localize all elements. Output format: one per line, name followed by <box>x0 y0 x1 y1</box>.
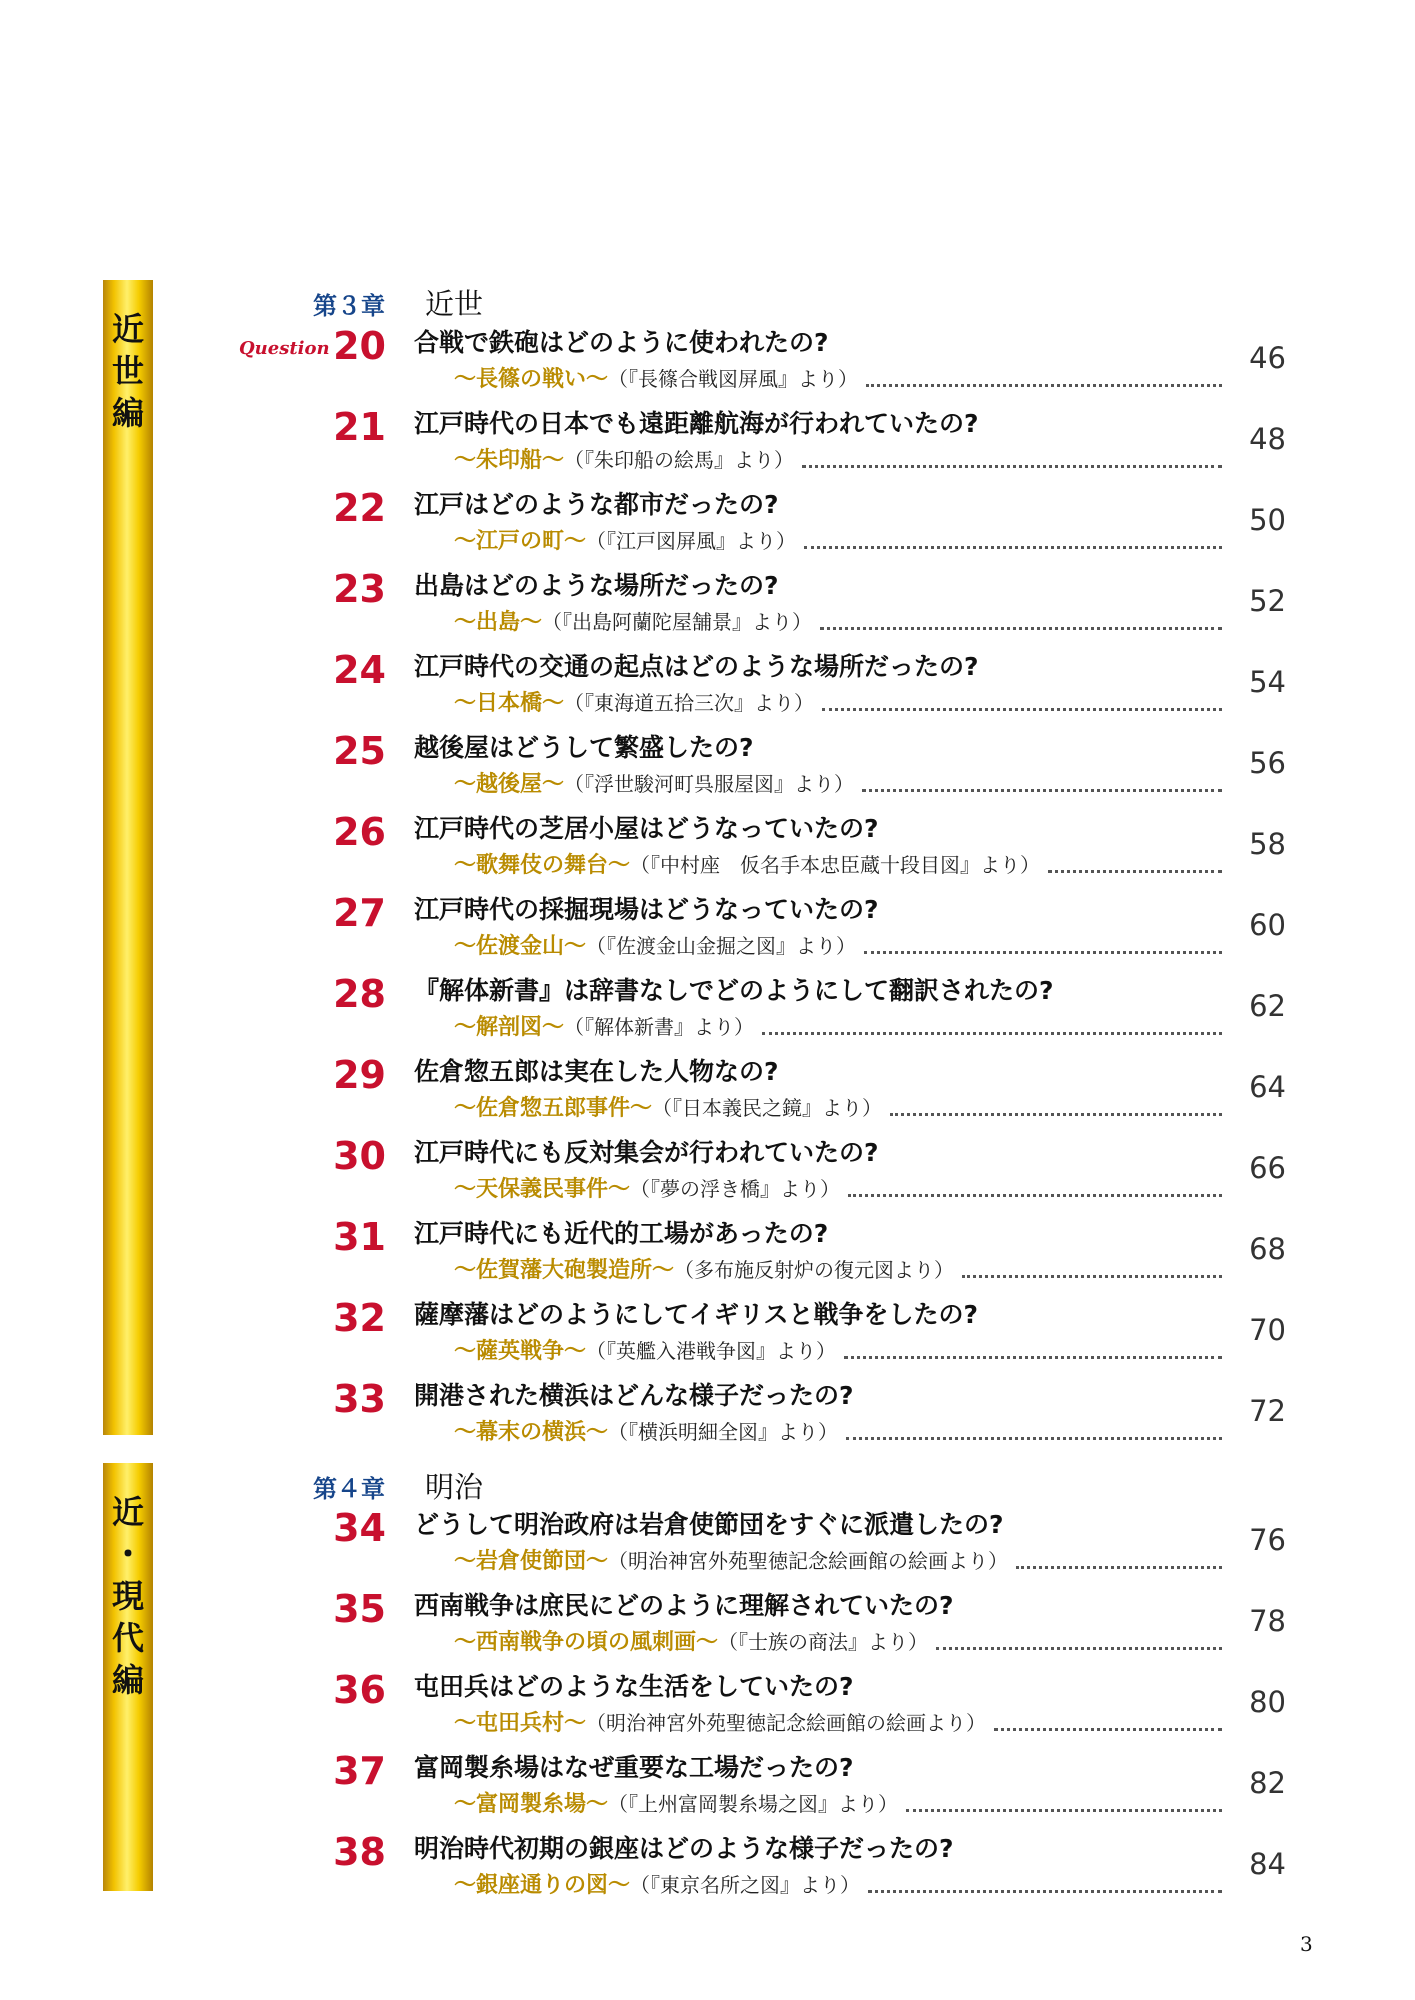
question-title: 江戸時代にも反対集会が行われていたの? <box>414 1138 879 1167</box>
question-title: 江戸はどのような都市だったの? <box>414 490 779 519</box>
toc-entry[interactable] <box>0 1375 1415 1455</box>
dot-leader <box>1048 870 1222 873</box>
toc-page-number: 60 <box>1249 908 1286 942</box>
toc-entry[interactable] <box>0 889 1415 969</box>
question-subtitle: 〜解剖図〜 <box>454 1015 565 1040</box>
question-title: 越後屋はどうして繁盛したの? <box>414 733 754 762</box>
question-subtitle: 〜幕末の横浜〜 <box>454 1420 609 1445</box>
question-subline <box>414 850 1222 881</box>
toc-entry[interactable] <box>0 808 1415 888</box>
toc-entry[interactable] <box>0 484 1415 564</box>
question-subtitle: 〜銀座通りの図〜 <box>454 1873 631 1898</box>
dot-leader <box>868 1890 1222 1893</box>
toc-entry[interactable] <box>0 1666 1415 1746</box>
sidebar-char: 現 <box>111 1577 144 1615</box>
question-source: （『浮世駿河町呉服屋図』より） <box>564 772 855 796</box>
toc-entry[interactable] <box>0 1747 1415 1827</box>
question-source: （多布施反射炉の復元図より） <box>674 1258 955 1282</box>
dot-leader <box>906 1809 1222 1812</box>
question-number: 37 <box>333 1749 386 1793</box>
toc-page-number: 58 <box>1249 827 1286 861</box>
question-source: （『解体新書』より） <box>564 1015 755 1039</box>
question-number: 26 <box>333 810 386 854</box>
toc-entry[interactable] <box>0 1213 1415 1293</box>
toc-entry[interactable] <box>0 646 1415 726</box>
dot-leader <box>848 1194 1222 1197</box>
toc-entry[interactable] <box>0 403 1415 483</box>
question-title: どうして明治政府は岩倉使節団をすぐに派遣したの? <box>414 1510 1004 1539</box>
dot-leader <box>890 1113 1222 1116</box>
question-subline <box>414 1174 1222 1205</box>
question-source: （『東海道五拾三次』より） <box>564 691 815 715</box>
question-subline <box>414 1336 1222 1367</box>
question-title: 江戸時代の芝居小屋はどうなっていたの? <box>414 814 879 843</box>
dot-leader <box>962 1275 1222 1278</box>
question-title: 江戸時代にも近代的工場があったの? <box>414 1219 829 1248</box>
question-subline <box>414 931 1222 962</box>
toc-entry[interactable] <box>0 1294 1415 1374</box>
question-title: 開港された横浜はどんな様子だったの? <box>414 1381 854 1410</box>
question-subline <box>414 445 1222 476</box>
toc-entry[interactable] <box>0 565 1415 645</box>
question-number: 34 <box>333 1506 386 1550</box>
question-source: （『出島阿蘭陀屋舗景』より） <box>542 610 813 634</box>
question-title: 江戸時代の交通の起点はどのような場所だったの? <box>414 652 979 681</box>
question-subline <box>414 1870 1222 1901</box>
sidebar-char: 世 <box>111 352 144 390</box>
question-subline <box>414 1012 1222 1043</box>
question-label: Question <box>239 338 330 359</box>
question-subline <box>414 1546 1222 1577</box>
question-source: （『横浜明細全図』より） <box>608 1420 839 1444</box>
question-subline <box>414 526 1222 557</box>
toc-page-number: 76 <box>1249 1523 1286 1557</box>
question-number: 21 <box>333 405 386 449</box>
question-title: 江戸時代の採掘現場はどうなっていたの? <box>414 895 879 924</box>
question-subline <box>414 364 1222 395</box>
question-number: 36 <box>333 1668 386 1712</box>
toc-entry[interactable] <box>0 1828 1415 1908</box>
dot-leader <box>820 627 1222 630</box>
question-subtitle: 〜佐倉惣五郎事件〜 <box>454 1096 653 1121</box>
page-number: 3 <box>1300 1932 1313 1956</box>
question-source: （『朱印船の絵馬』より） <box>564 448 795 472</box>
question-subline <box>414 607 1222 638</box>
toc-page-number: 68 <box>1249 1232 1286 1266</box>
sidebar-char: 近 <box>111 1493 144 1531</box>
question-source: （『日本義民之鏡』より） <box>652 1096 883 1120</box>
question-subtitle: 〜朱印船〜 <box>454 448 565 473</box>
dot-leader <box>762 1032 1222 1035</box>
question-number: 28 <box>333 972 386 1016</box>
question-number: 27 <box>333 891 386 935</box>
question-subline <box>414 1627 1222 1658</box>
question-subtitle: 〜日本橋〜 <box>454 691 565 716</box>
dot-leader <box>864 951 1222 954</box>
question-subtitle: 〜天保義民事件〜 <box>454 1177 631 1202</box>
toc-page-number: 66 <box>1249 1151 1286 1185</box>
question-title: 西南戦争は庶民にどのように理解されていたの? <box>414 1591 954 1620</box>
question-number: 22 <box>333 486 386 530</box>
question-source: （『東京名所之図』より） <box>630 1873 861 1897</box>
question-subtitle: 〜薩英戦争〜 <box>454 1339 587 1364</box>
question-source: （『士族の商法』より） <box>718 1630 929 1654</box>
question-number: 20 <box>333 324 386 368</box>
question-subline <box>414 1789 1222 1820</box>
dot-leader <box>936 1647 1222 1650</box>
question-subtitle: 〜佐賀藩大砲製造所〜 <box>454 1258 675 1283</box>
toc-entry[interactable] <box>0 1504 1415 1584</box>
question-source: （明治神宮外苑聖徳記念絵画館の絵画より） <box>586 1711 987 1735</box>
toc-entry[interactable] <box>0 970 1415 1050</box>
question-number: 25 <box>333 729 386 773</box>
toc-page-number: 82 <box>1249 1766 1286 1800</box>
question-title: 出島はどのような場所だったの? <box>414 571 779 600</box>
toc-page-number: 64 <box>1249 1070 1286 1104</box>
sidebar-char: 近 <box>111 310 144 348</box>
toc-page-number: 78 <box>1249 1604 1286 1638</box>
question-subtitle: 〜歌舞伎の舞台〜 <box>454 853 631 878</box>
toc-page-number: 70 <box>1249 1313 1286 1347</box>
toc-page-number: 84 <box>1249 1847 1286 1881</box>
dot-leader <box>804 546 1222 549</box>
question-source: （『中村座 仮名手本忠臣蔵十段目図』より） <box>630 853 1041 877</box>
question-title: 佐倉惣五郎は実在した人物なの? <box>414 1057 779 1086</box>
question-source: （『長篠合戦図屏風』より） <box>608 367 859 391</box>
toc-page-number: 52 <box>1249 584 1286 618</box>
question-number: 32 <box>333 1296 386 1340</box>
toc-entry[interactable] <box>0 1132 1415 1212</box>
toc-entry[interactable] <box>0 322 1415 402</box>
toc-page-number: 48 <box>1249 422 1286 456</box>
question-title: 江戸時代の日本でも遠距離航海が行われていたの? <box>414 409 979 438</box>
question-number: 24 <box>333 648 386 692</box>
toc-entry[interactable] <box>0 1051 1415 1131</box>
sidebar-char: 代 <box>111 1619 144 1657</box>
sidebar-char: 編 <box>111 1661 144 1699</box>
question-source: （明治神宮外苑聖徳記念絵画館の絵画より） <box>608 1549 1009 1573</box>
sidebar-char: 編 <box>111 394 144 432</box>
question-subline <box>414 1093 1222 1124</box>
question-subtitle: 〜西南戦争の頃の風刺画〜 <box>454 1630 719 1655</box>
dot-leader <box>844 1356 1222 1359</box>
dot-leader <box>994 1728 1222 1731</box>
sidebar-char: ・ <box>111 1535 144 1573</box>
dot-leader <box>1016 1566 1222 1569</box>
question-subline <box>414 769 1222 800</box>
dot-leader <box>846 1437 1222 1440</box>
question-number: 29 <box>333 1053 386 1097</box>
question-source: （『英艦入港戦争図』より） <box>586 1339 837 1363</box>
question-subtitle: 〜江戸の町〜 <box>454 529 587 554</box>
chapter-heading <box>313 1465 483 1506</box>
question-source: （『佐渡金山金掘之図』より） <box>586 934 857 958</box>
question-number: 30 <box>333 1134 386 1178</box>
toc-entry[interactable] <box>0 727 1415 807</box>
question-subline <box>414 688 1222 719</box>
question-subtitle: 〜長篠の戦い〜 <box>454 367 609 392</box>
dot-leader <box>866 384 1222 387</box>
question-source: （『江戸図屏風』より） <box>586 529 797 553</box>
question-subline <box>414 1417 1222 1448</box>
toc-page-number: 50 <box>1249 503 1286 537</box>
chapter-name: 明治 <box>425 1470 484 1504</box>
toc-page-number: 56 <box>1249 746 1286 780</box>
question-subtitle: 〜屯田兵村〜 <box>454 1711 587 1736</box>
question-subtitle: 〜佐渡金山〜 <box>454 934 587 959</box>
chapter-number: 第３章 <box>313 292 385 320</box>
question-title: 合戦で鉄砲はどのように使われたの? <box>414 328 829 357</box>
toc-page-number: 62 <box>1249 989 1286 1023</box>
toc-entry[interactable] <box>0 1585 1415 1665</box>
question-title: 屯田兵はどのような生活をしていたの? <box>414 1672 854 1701</box>
dot-leader <box>822 708 1222 711</box>
question-number: 23 <box>333 567 386 611</box>
question-subtitle: 〜越後屋〜 <box>454 772 565 797</box>
chapter-heading <box>313 282 483 323</box>
dot-leader <box>802 465 1222 468</box>
question-source: （『上州富岡製糸場之図』より） <box>608 1792 899 1816</box>
question-number: 38 <box>333 1830 386 1874</box>
question-title: 明治時代初期の銀座はどのような様子だったの? <box>414 1834 954 1863</box>
chapter-number: 第４章 <box>313 1475 385 1503</box>
question-title: 『解体新書』は辞書なしでどのようにして翻訳されたの? <box>414 976 1054 1005</box>
toc-page-number: 54 <box>1249 665 1286 699</box>
question-number: 35 <box>333 1587 386 1631</box>
dot-leader <box>862 789 1222 792</box>
question-subline <box>414 1255 1222 1286</box>
chapter-name: 近世 <box>425 287 484 321</box>
toc-page-number: 72 <box>1249 1394 1286 1428</box>
question-subtitle: 〜出島〜 <box>454 610 543 635</box>
question-title: 薩摩藩はどのようにしてイギリスと戦争をしたの? <box>414 1300 979 1329</box>
question-title: 富岡製糸場はなぜ重要な工場だったの? <box>414 1753 854 1782</box>
question-number: 33 <box>333 1377 386 1421</box>
toc-page-number: 46 <box>1249 341 1286 375</box>
question-number: 31 <box>333 1215 386 1259</box>
question-subtitle: 〜富岡製糸場〜 <box>454 1792 609 1817</box>
question-subline <box>414 1708 1222 1739</box>
toc-page-number: 80 <box>1249 1685 1286 1719</box>
question-subtitle: 〜岩倉使節団〜 <box>454 1549 609 1574</box>
question-source: （『夢の浮き橋』より） <box>630 1177 841 1201</box>
